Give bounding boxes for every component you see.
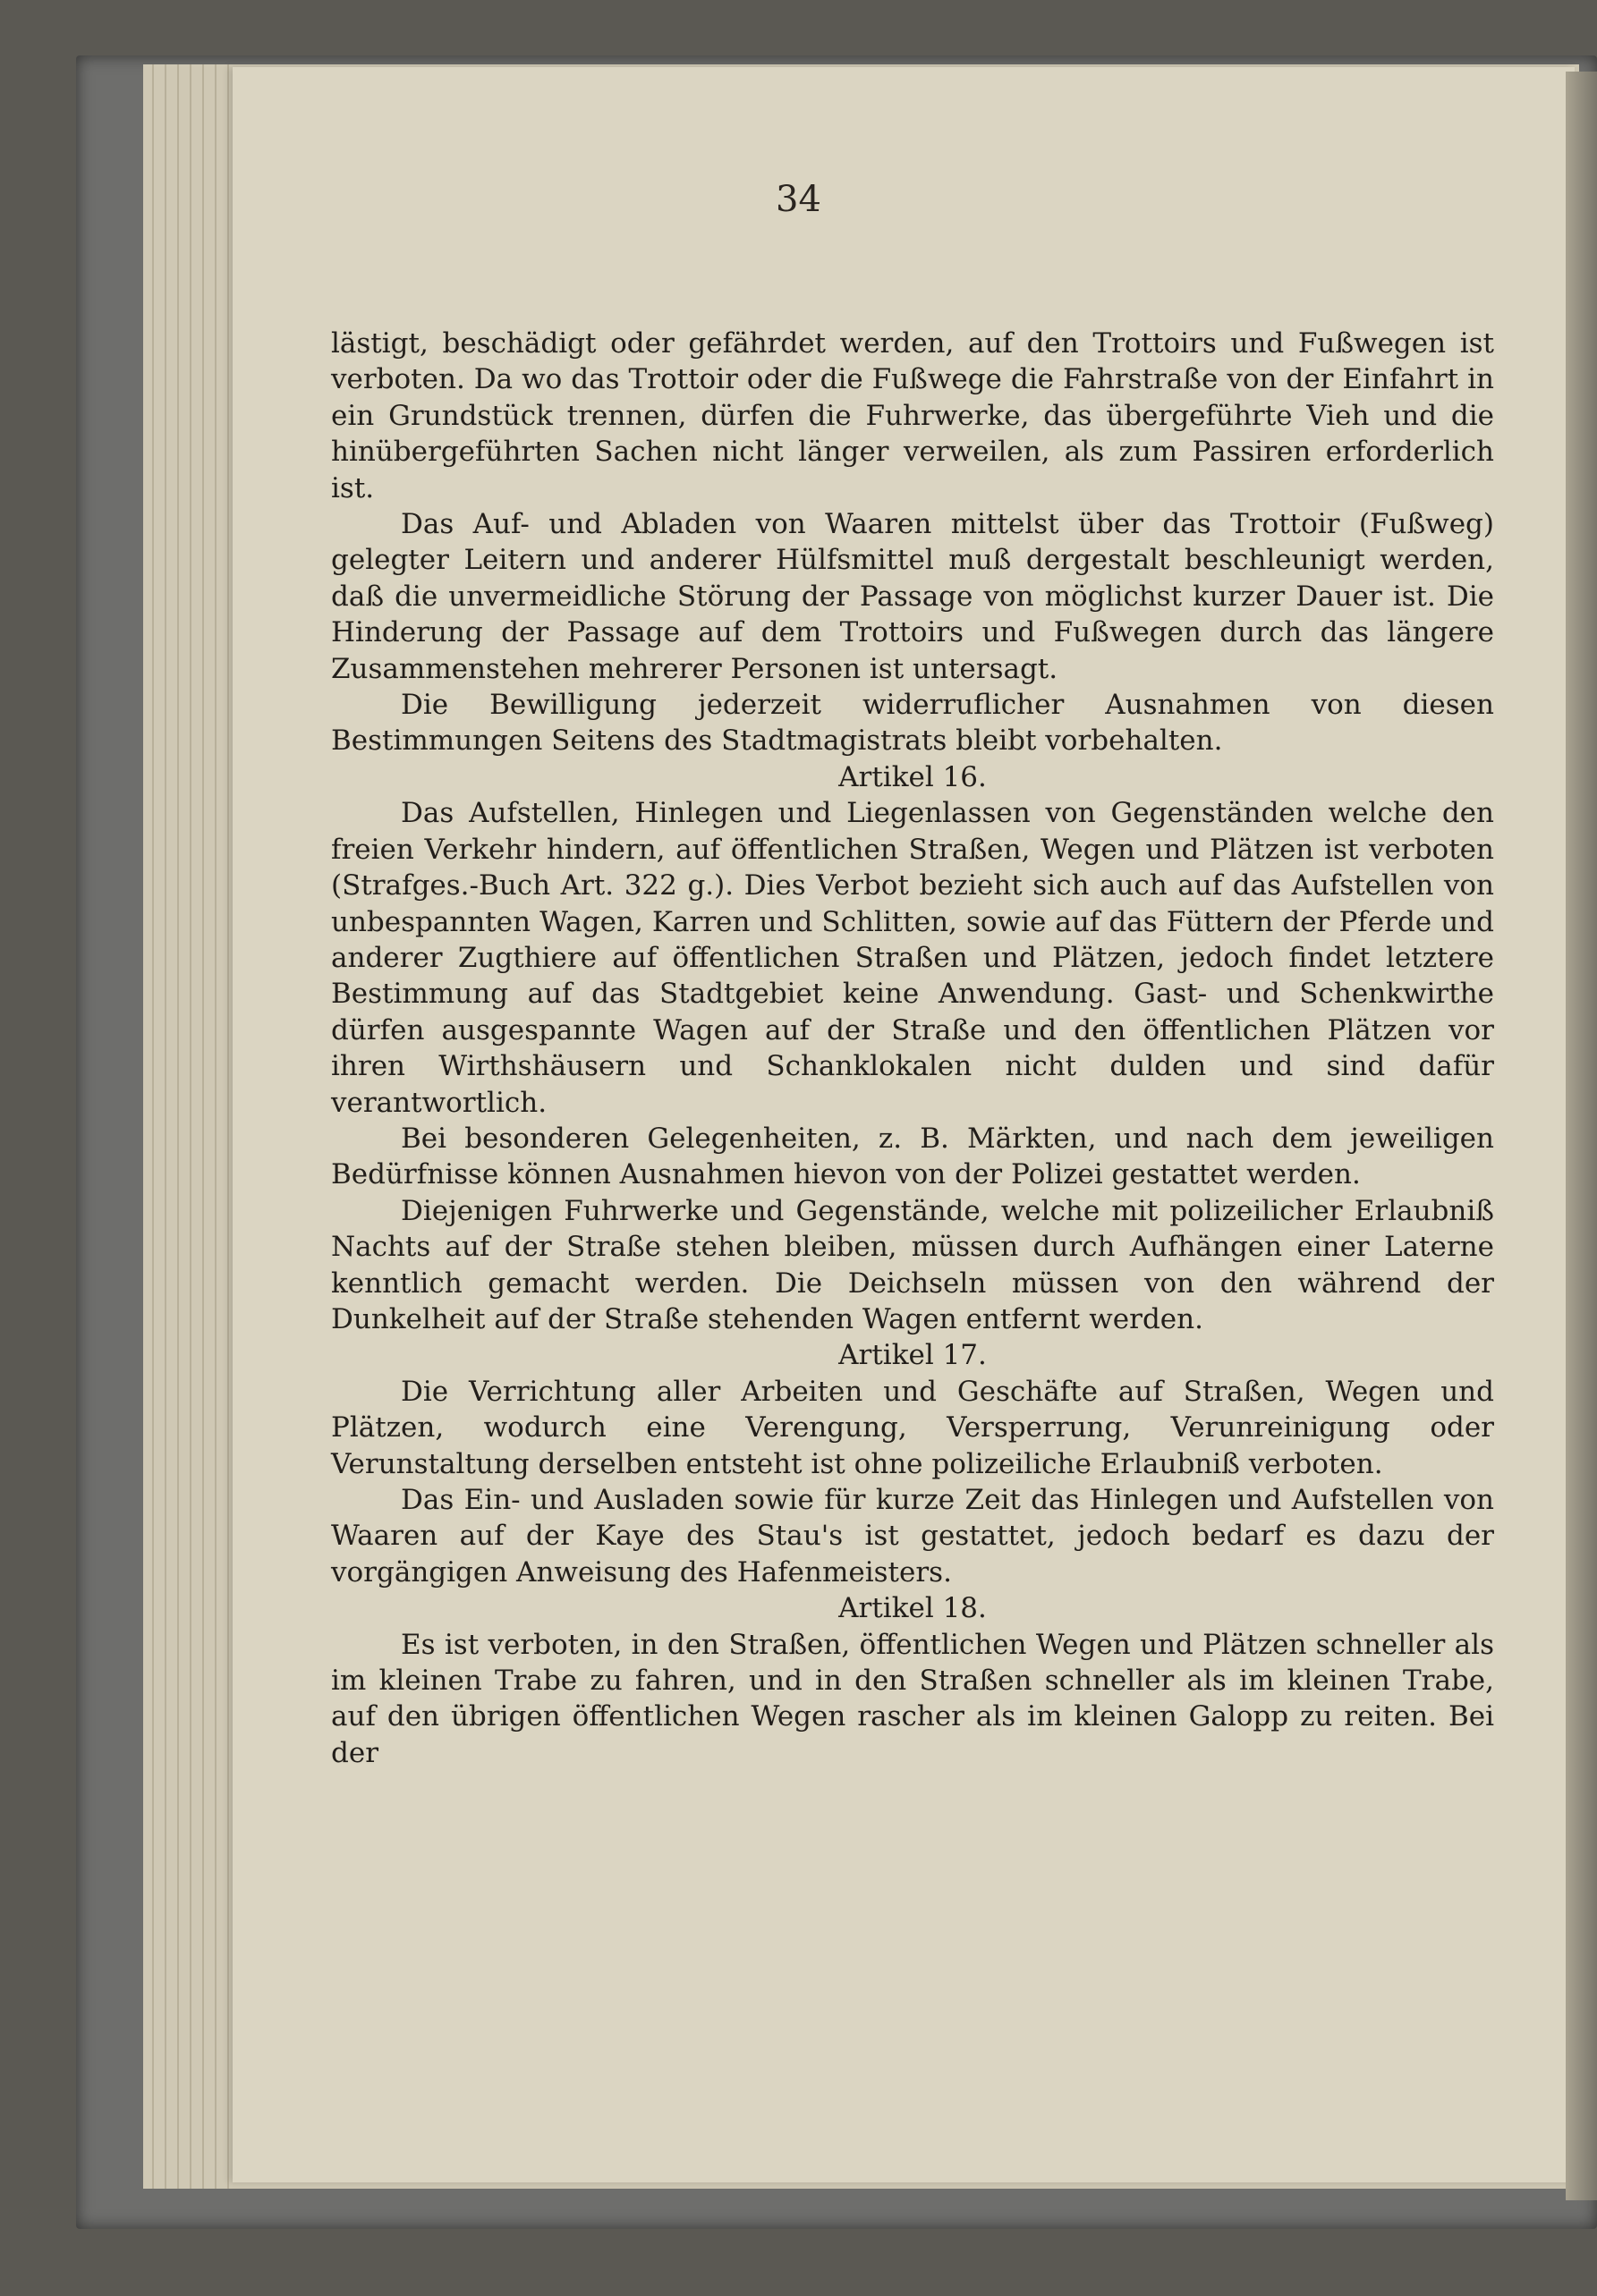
page-leaf (181, 64, 191, 2189)
article-heading: Artikel 18. (838, 1592, 987, 1625)
body-text (331, 326, 1494, 1771)
page-leaf (143, 64, 154, 2189)
paragraph: Bei besonderen Gelegenheiten, z. B. Märkten, und nach dem jeweiligen Bedürfnisse können Ausnahmen hievon von der Polizei gestattet werden. (331, 1122, 1494, 1191)
paragraph: Die Bewilligung jederzeit widerruflicher Ausnahmen von diesen Bestimmungen Seitens des Stadtmagistrats bleibt vorbehalten. (331, 689, 1494, 758)
article-heading: Artikel 16. (838, 760, 987, 793)
page-leaf (193, 64, 204, 2189)
paragraph: Die Verrichtung aller Arbeiten und Geschäfte auf Straßen, Wegen und Plätzen, wodurch eine Verengung, Versperrung, Verunreinigung oder Verunstaltung derselben entsteht ist ohne polizeiliche Erlaubniß verboten. (331, 1375, 1494, 1480)
paragraph: Das Ein- und Ausladen sowie für kurze Zeit das Hinlegen und Aufstellen von Waaren auf der Kaye des Stau's ist gestattet, jedoch bedarf es dazu der vorgängigen Anweisung des Hafenmeisters. (331, 1484, 1494, 1589)
paragraph: Das Aufstellen, Hinlegen und Liegenlassen von Gegenständen welche den freien Verkehr hindern, auf öffentlichen Straßen, Wegen und Plätzen ist verboten (Strafges.-Buch Art. 322 g.). Dies Verbot bezieht sich auch auf das Aufstellen von unbespannten Wagen, Karren und Schlitten, sowie auf das Füttern der Pferde und anderer Zugthiere auf öffentlichen Straßen und Plätzen, jedoch findet letztere Bestimmung auf das Stadtgebiet keine Anwendung. Gast- und Schenkwirthe dürfen ausgespannte Wagen auf der Straße und den öffentlichen Plätzen vor ihren Wirthshäusern und Schanklokalen nicht dulden und sind dafür verantwortlich. (331, 797, 1494, 1119)
page-leaf (206, 64, 217, 2189)
paragraph: Es ist verboten, in den Straßen, öffentlichen Wegen und Plätzen schneller als im kleinen Trabe zu fahren, und in den Straßen schneller als im kleinen Trabe, auf den übrigen öffentlichen Wegen rascher als im kleinen Galopp zu reiten. Bei der (331, 1628, 1494, 1769)
page-right-edge (1566, 72, 1597, 2200)
paragraph: Das Auf- und Abladen von Waaren mittelst über das Trottoir (Fußweg) gelegter Leitern und anderer Hülfsmittel muß dergestalt beschleunigt werden, daß die unvermeidliche Störung der Passage von möglichst kurzer Dauer ist. Die Hinderung der Passage auf dem Trottoirs und Fußwegen durch das längere Zusammenstehen mehrerer Personen ist untersagt. (331, 508, 1494, 685)
paragraph: Diejenigen Fuhrwerke und Gegenstände, welche mit polizeilicher Erlaubniß Nachts auf der Straße stehen bleiben, müssen durch Aufhängen einer Laterne kenntlich gemacht werden. Die Deichseln müssen von den während der Dunkelheit auf der Straße stehenden Wagen entfernt werden. (331, 1194, 1494, 1335)
page-leaf (168, 64, 179, 2189)
page-number: 34 (776, 179, 821, 220)
page-leaf (218, 64, 229, 2189)
page-leaf (156, 64, 166, 2189)
paragraph: lästigt, beschädigt oder gefährdet werden, auf den Trottoirs und Fußwegen ist verboten. Da wo das Trottoir oder die Fußwege die Fahrstraße von der Einfahrt in ein Grundstück trennen, dürfen die Fuhrwerke, das übergeführte Vieh und die hinübergeführten Sachen nicht länger verweilen, als zum Passiren erforderlich ist. (331, 327, 1494, 504)
article-heading: Artikel 17. (838, 1339, 987, 1372)
